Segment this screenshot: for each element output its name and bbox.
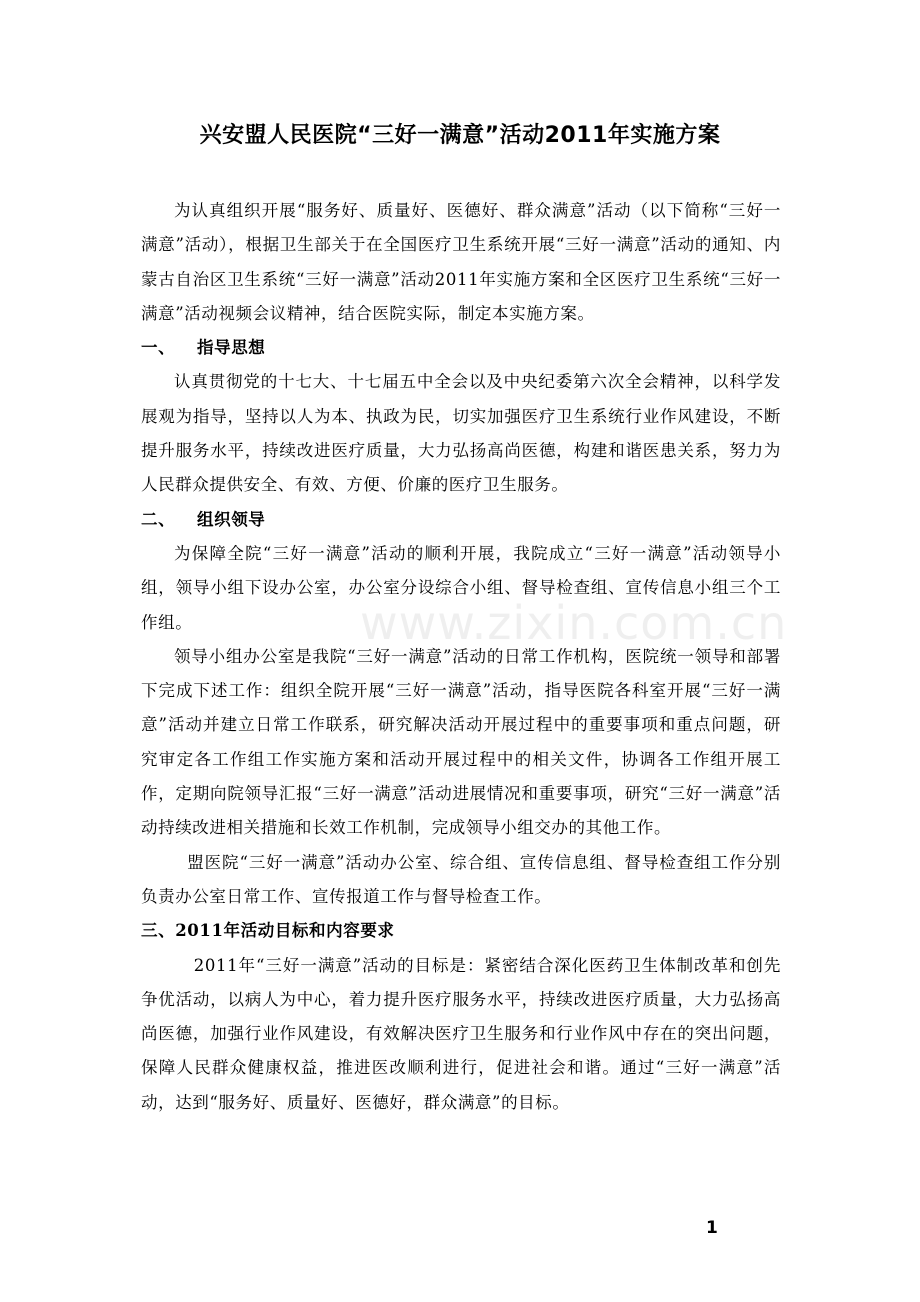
section-2-number: 二、 <box>141 509 176 529</box>
section-1-number: 一、 <box>141 338 176 358</box>
document-title: 兴安盟人民医院“三好一满意”活动2011年实施方案 <box>199 123 721 148</box>
section-2-paragraph-2: 领导小组办公室是我院“三好一满意”活动的日常工作机构，医院统一领导和部署下完成下述工作：组织全院开展“三好一满意”活动，指导医院各科室开展“三好一满意”活动并建立日常工作联系，研究解决活动开展过程中的重要事项和重点问题，研究审定各工作组工作实施方案和活动开展过程中的相关文件，协调各工作组开展工作，定期向院领导汇报“三好一满意”活动进展情况和重要事项，研究“三好一满意”活动持续改进相关措施和长效工作机制，完成领导小组交办的其他工作。 <box>141 646 781 838</box>
section-2-paragraph-1: 为保障全院“三好一满意”活动的顺利开展，我院成立“三好一满意”活动领导小组，领导小组下设办公室，办公室分设综合小组、督导检查组、宣传信息小组三个工作组。 <box>141 543 781 632</box>
section-3-paragraph-1: 2011年“三好一满意”活动的目标是：紧密结合深化医药卫生体制改革和创先争优活动，以病人为中心，着力提升医疗服务水平，持续改进医疗质量，大力弘扬高尚医德，加强行业作风建设，有效解决医疗卫生服务和行业作风中存在的突出问题，保障人民群众健康权益，推进医改顺利进行，促进社会和谐。通过“三好一满意”活动，达到“服务好、质量好、医德好，群众满意”的目标。 <box>141 955 781 1112</box>
section-3-heading: 三、2011年活动目标和内容要求 <box>141 921 395 941</box>
watermark-text: www.zixin.com.cn <box>360 596 788 650</box>
section-1-paragraph-1: 认真贯彻党的十七大、十七届五中全会以及中央纪委第六次全会精神，以科学发展观为指导，坚持以人为本、执政为民，切实加强医疗卫生系统行业作风建设，不断提升服务水平，持续改进医疗质量，大力弘扬高尚医德，构建和谐医患关系，努力为人民群众提供安全、有效、方便、价廉的医疗卫生服务。 <box>141 372 781 495</box>
intro-paragraph: 为认真组织开展“服务好、质量好、医德好、群众满意”活动（以下简称“三好一满意”活动），根据卫生部关于在全国医疗卫生系统开展“三好一满意”活动的通知、内蒙古自治区卫生系统“三好一满意”活动2011年实施方案和全区医疗卫生系统“三好一满意”活动视频会议精神，结合医院实际，制定本实施方案。 <box>141 201 781 323</box>
section-2-heading <box>141 503 781 537</box>
document-body <box>141 194 781 1120</box>
section-2-title: 组织领导 <box>197 509 266 529</box>
section-2-paragraph-3: 盟医院“三好一满意”活动办公室、综合组、宣传信息组、督导检查组工作分别负责办公室日常工作、宣传报道工作与督导检查工作。 <box>141 852 781 906</box>
page-number: 1 <box>706 1218 718 1238</box>
section-1-title: 指导思想 <box>197 338 266 358</box>
section-1-heading <box>141 331 781 365</box>
